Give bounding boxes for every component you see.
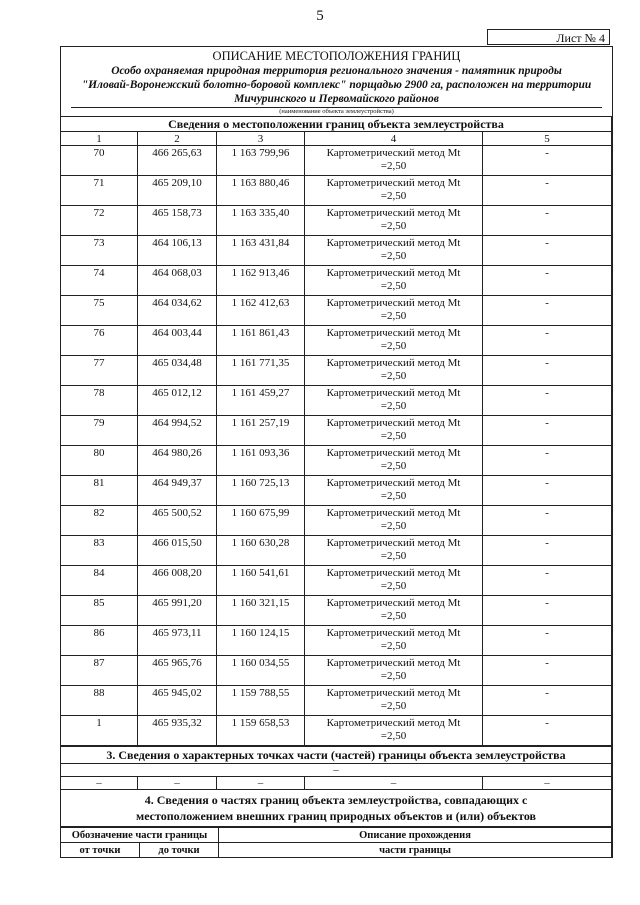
column-numbers-row <box>61 132 612 146</box>
table-row <box>61 146 612 176</box>
method-line-2: =2,50 <box>380 610 407 622</box>
to-point-label: до точки <box>140 843 219 858</box>
description-cell: - <box>483 656 612 686</box>
method-line-2: =2,50 <box>380 280 407 292</box>
x-coordinate-cell: 466 265,63 <box>138 146 217 176</box>
object-name-line-2: "Иловай-Воронежский болотно-боровой комплекс" порщадью 2900 га, расположен на территории <box>81 79 592 91</box>
description-cell: - <box>483 206 612 236</box>
table-row <box>61 446 612 476</box>
table-row <box>61 236 612 266</box>
document-title: ОПИСАНИЕ МЕСТОПОЛОЖЕНИЯ ГРАНИЦ <box>212 49 461 63</box>
method-line-1: Картометрический метод Mt <box>326 477 461 489</box>
description-cell: - <box>483 716 612 746</box>
section-3-empty-row-top <box>61 764 612 777</box>
x-coordinate-cell: 465 973,11 <box>138 626 217 656</box>
point-number-cell: 72 <box>61 206 138 236</box>
description-cell: - <box>483 296 612 326</box>
table-row <box>61 386 612 416</box>
x-coordinate-cell: 464 034,62 <box>138 296 217 326</box>
point-number-cell: 1 <box>61 716 138 746</box>
column-number-1: 1 <box>61 132 138 146</box>
from-point-label: от точки <box>61 843 140 858</box>
method-line-2: =2,50 <box>380 460 407 472</box>
method-cell <box>305 596 483 626</box>
description-cell: - <box>483 506 612 536</box>
description-cell: - <box>483 266 612 296</box>
description-cell: - <box>483 356 612 386</box>
section-3-empty-row <box>61 777 612 790</box>
section-3-empty-cell: – <box>483 777 612 790</box>
method-line-2: =2,50 <box>380 370 407 382</box>
point-number-cell: 71 <box>61 176 138 206</box>
method-line-2: =2,50 <box>380 640 407 652</box>
method-line-1: Картометрический метод Mt <box>326 567 461 579</box>
x-coordinate-cell: 466 015,50 <box>138 536 217 566</box>
method-cell <box>305 416 483 446</box>
section-3-empty-cell: – <box>61 777 138 790</box>
designation-label: Обозначение части границы <box>61 828 219 843</box>
method-cell <box>305 386 483 416</box>
method-cell <box>305 206 483 236</box>
y-coordinate-cell: 1 162 913,46 <box>217 266 305 296</box>
table-row <box>61 326 612 356</box>
object-name-line-1: Особо охраняемая природная территория регионального значения - памятник природы <box>111 65 562 77</box>
method-line-2: =2,50 <box>380 250 407 262</box>
section-4-table <box>60 827 612 858</box>
x-coordinate-cell: 465 500,52 <box>138 506 217 536</box>
x-coordinate-cell: 465 034,48 <box>138 356 217 386</box>
table-row <box>61 506 612 536</box>
description-cell: - <box>483 386 612 416</box>
x-coordinate-cell: 465 965,76 <box>138 656 217 686</box>
method-cell <box>305 716 483 746</box>
page-number: 5 <box>316 8 324 24</box>
boundary-table <box>60 116 612 746</box>
point-number-cell: 76 <box>61 326 138 356</box>
method-line-2: =2,50 <box>380 490 407 502</box>
table-row <box>61 356 612 386</box>
section-4-label-row <box>61 828 612 843</box>
table-row <box>61 176 612 206</box>
y-coordinate-cell: 1 160 630,28 <box>217 536 305 566</box>
method-line-1: Картометрический метод Mt <box>326 177 461 189</box>
y-coordinate-cell: 1 159 788,55 <box>217 686 305 716</box>
x-coordinate-cell: 464 003,44 <box>138 326 217 356</box>
x-coordinate-cell: 465 158,73 <box>138 206 217 236</box>
description-cell: - <box>483 326 612 356</box>
document-frame <box>60 46 613 858</box>
method-line-2: =2,50 <box>380 220 407 232</box>
y-coordinate-cell: 1 160 541,61 <box>217 566 305 596</box>
point-number-cell: 87 <box>61 656 138 686</box>
section-4-title-line-1: 4. Сведения о частях границ объекта землеустройства, совпадающих с <box>144 793 528 807</box>
y-coordinate-cell: 1 160 034,55 <box>217 656 305 686</box>
method-line-1: Картометрический метод Mt <box>326 537 461 549</box>
table-row <box>61 416 612 446</box>
y-coordinate-cell: 1 161 257,19 <box>217 416 305 446</box>
description-cell: - <box>483 476 612 506</box>
point-number-cell: 80 <box>61 446 138 476</box>
method-cell <box>305 236 483 266</box>
method-line-2: =2,50 <box>380 310 407 322</box>
description-cell: - <box>483 416 612 446</box>
y-coordinate-cell: 1 159 658,53 <box>217 716 305 746</box>
point-number-cell: 77 <box>61 356 138 386</box>
method-line-2: =2,50 <box>380 400 407 412</box>
x-coordinate-cell: 465 209,10 <box>138 176 217 206</box>
method-line-1: Картометрический метод Mt <box>326 357 461 369</box>
y-coordinate-cell: 1 163 880,46 <box>217 176 305 206</box>
point-number-cell: 79 <box>61 416 138 446</box>
method-line-1: Картометрический метод Mt <box>326 597 461 609</box>
method-line-1: Картометрический метод Mt <box>326 327 461 339</box>
table-row <box>61 536 612 566</box>
point-number-cell: 70 <box>61 146 138 176</box>
description-cell: - <box>483 236 612 266</box>
method-cell <box>305 566 483 596</box>
y-coordinate-cell: 1 163 335,40 <box>217 206 305 236</box>
y-coordinate-cell: 1 161 093,36 <box>217 446 305 476</box>
section-3-empty-cell: – <box>217 777 305 790</box>
y-coordinate-cell: 1 161 771,35 <box>217 356 305 386</box>
table-row <box>61 476 612 506</box>
method-line-1: Картометрический метод Mt <box>326 507 461 519</box>
point-number-cell: 85 <box>61 596 138 626</box>
point-number-cell: 83 <box>61 536 138 566</box>
x-coordinate-cell: 464 980,26 <box>138 446 217 476</box>
method-line-1: Картометрический метод Mt <box>326 717 461 729</box>
point-number-cell: 75 <box>61 296 138 326</box>
table-row <box>61 686 612 716</box>
point-number-cell: 78 <box>61 386 138 416</box>
method-line-1: Картометрический метод Mt <box>326 417 461 429</box>
description-cell: - <box>483 626 612 656</box>
y-coordinate-cell: 1 162 412,63 <box>217 296 305 326</box>
description-cell: - <box>483 176 612 206</box>
description-cell: - <box>483 146 612 176</box>
section-4-sublabel-row <box>61 843 612 858</box>
x-coordinate-cell: 464 106,13 <box>138 236 217 266</box>
x-coordinate-cell: 464 994,52 <box>138 416 217 446</box>
x-coordinate-cell: 464 068,03 <box>138 266 217 296</box>
description-cell: - <box>483 686 612 716</box>
table-row <box>61 296 612 326</box>
method-cell <box>305 686 483 716</box>
section-3-empty-dash: – <box>61 764 612 777</box>
object-name-caption: (наименование объекта землеустройства) <box>71 107 602 116</box>
y-coordinate-cell: 1 161 861,43 <box>217 326 305 356</box>
description-cell: - <box>483 596 612 626</box>
method-cell <box>305 446 483 476</box>
point-number-cell: 84 <box>61 566 138 596</box>
method-line-1: Картометрический метод Mt <box>326 267 461 279</box>
description-cell: - <box>483 446 612 476</box>
y-coordinate-cell: 1 160 675,99 <box>217 506 305 536</box>
column-number-3: 3 <box>217 132 305 146</box>
method-line-2: =2,50 <box>380 340 407 352</box>
method-cell <box>305 506 483 536</box>
y-coordinate-cell: 1 160 725,13 <box>217 476 305 506</box>
method-cell <box>305 356 483 386</box>
point-number-cell: 81 <box>61 476 138 506</box>
x-coordinate-cell: 465 991,20 <box>138 596 217 626</box>
method-line-2: =2,50 <box>380 700 407 712</box>
method-line-2: =2,50 <box>380 190 407 202</box>
method-line-1: Картометрический метод Mt <box>326 387 461 399</box>
point-number-cell: 82 <box>61 506 138 536</box>
method-line-2: =2,50 <box>380 670 407 682</box>
method-cell <box>305 266 483 296</box>
y-coordinate-cell: 1 160 321,15 <box>217 596 305 626</box>
table-row <box>61 596 612 626</box>
method-line-1: Картометрический метод Mt <box>326 687 461 699</box>
method-line-2: =2,50 <box>380 580 407 592</box>
table-row <box>61 266 612 296</box>
description-cell: - <box>483 536 612 566</box>
object-name-line-3: Мичуринского и Первомайского районов <box>234 93 439 105</box>
method-line-1: Картометрический метод Mt <box>326 147 461 159</box>
method-cell <box>305 326 483 356</box>
method-line-1: Картометрический метод Mt <box>326 627 461 639</box>
y-coordinate-cell: 1 161 459,27 <box>217 386 305 416</box>
description-label-line-2: части границы <box>219 843 612 858</box>
sheet-number-box: Лист № 4 <box>487 29 610 45</box>
method-line-1: Картометрический метод Mt <box>326 447 461 459</box>
method-cell <box>305 146 483 176</box>
point-number-cell: 73 <box>61 236 138 266</box>
section-4-title <box>61 790 612 827</box>
table-row <box>61 716 612 746</box>
table-row <box>61 566 612 596</box>
method-line-2: =2,50 <box>380 430 407 442</box>
section-4-header-row <box>61 790 612 827</box>
point-number-cell: 86 <box>61 626 138 656</box>
method-cell <box>305 476 483 506</box>
section-3-header-row <box>61 747 612 764</box>
column-number-4: 4 <box>305 132 483 146</box>
method-cell <box>305 176 483 206</box>
y-coordinate-cell: 1 163 799,96 <box>217 146 305 176</box>
method-cell <box>305 656 483 686</box>
section-2-header-row <box>61 117 612 132</box>
description-cell: - <box>483 566 612 596</box>
x-coordinate-cell: 465 945,02 <box>138 686 217 716</box>
description-label-line-1: Описание прохождения <box>219 828 612 843</box>
method-line-2: =2,50 <box>380 520 407 532</box>
method-line-2: =2,50 <box>380 730 407 742</box>
method-line-2: =2,50 <box>380 550 407 562</box>
point-number-cell: 74 <box>61 266 138 296</box>
section-3-table <box>60 746 612 827</box>
section-3-title: 3. Сведения о характерных точках части (частей) границы объекта землеустройства <box>61 747 612 764</box>
method-cell <box>305 296 483 326</box>
x-coordinate-cell: 466 008,20 <box>138 566 217 596</box>
section-3-empty-cell: – <box>305 777 483 790</box>
document-header <box>61 49 612 116</box>
method-cell <box>305 536 483 566</box>
x-coordinate-cell: 465 012,12 <box>138 386 217 416</box>
method-line-2: =2,50 <box>380 160 407 172</box>
column-number-5: 5 <box>483 132 612 146</box>
section-4-title-line-2: местоположением внешних границ природных объектов и (или) объектов <box>136 809 537 823</box>
section-3-empty-cell: – <box>138 777 217 790</box>
table-row <box>61 626 612 656</box>
x-coordinate-cell: 464 949,37 <box>138 476 217 506</box>
method-cell <box>305 626 483 656</box>
y-coordinate-cell: 1 160 124,15 <box>217 626 305 656</box>
point-number-cell: 88 <box>61 686 138 716</box>
method-line-1: Картометрический метод Mt <box>326 207 461 219</box>
x-coordinate-cell: 465 935,32 <box>138 716 217 746</box>
table-row <box>61 656 612 686</box>
method-line-1: Картометрический метод Mt <box>326 657 461 669</box>
y-coordinate-cell: 1 163 431,84 <box>217 236 305 266</box>
section-2-title: Сведения о местоположении границ объекта землеустройства <box>61 117 612 132</box>
column-number-2: 2 <box>138 132 217 146</box>
method-line-1: Картометрический метод Mt <box>326 297 461 309</box>
table-row <box>61 206 612 236</box>
method-line-1: Картометрический метод Mt <box>326 237 461 249</box>
